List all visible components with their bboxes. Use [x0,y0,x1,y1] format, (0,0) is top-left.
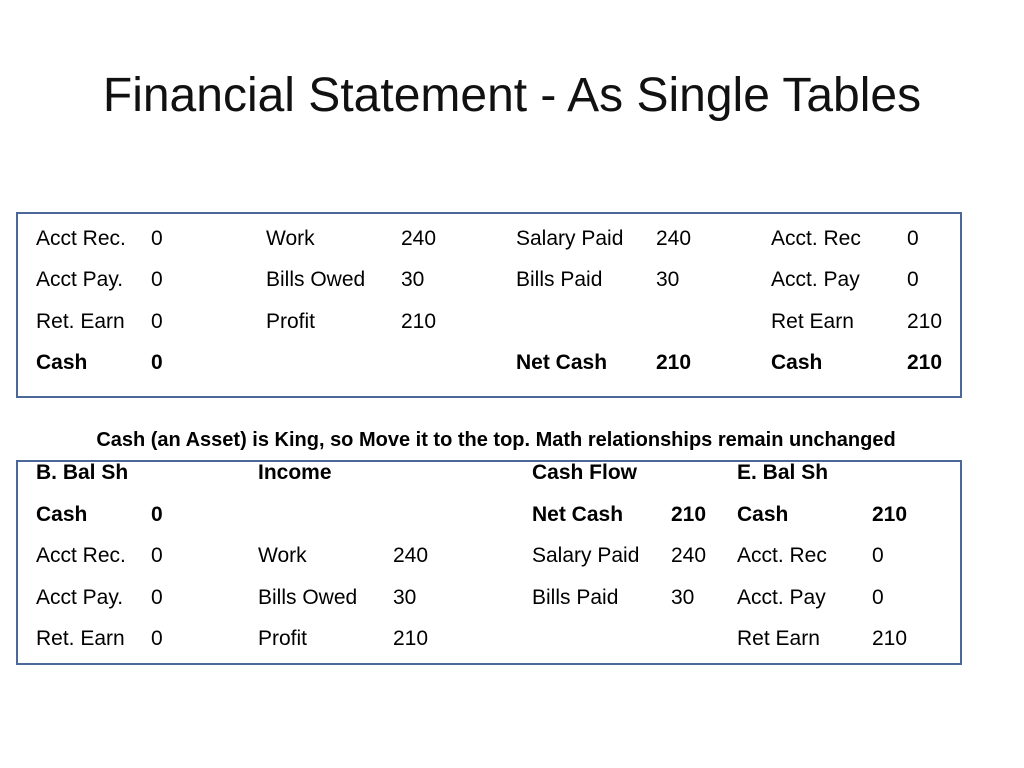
table1-cell: Acct Rec. [36,227,126,250]
table1-cell: 0 [151,351,163,374]
table1-cell: 210 [907,351,943,374]
table2-cell: 210 [872,503,908,526]
table2-cell: Salary Paid [532,544,640,567]
table2-cell: 210 [393,627,429,650]
table1-cell: 240 [656,227,692,250]
table1-cell: 0 [151,268,163,291]
table1-cell: Acct. Pay [771,268,860,291]
table1-cell: Work [266,227,315,250]
table2-cell: Ret Earn [737,627,820,650]
table2-cell: 0 [872,544,884,567]
table1-cell: 30 [401,268,425,291]
table1-cell: Cash [771,351,823,374]
table1-cell: Bills Owed [266,268,366,291]
note-text: Cash (an Asset) is King, so Move it to the top. Math relationships remain unchanged [96,429,896,451]
table2-cell: Bills Owed [258,586,358,609]
table2-cell: 0 [151,544,163,567]
table1-cell: 240 [401,227,437,250]
table2-cell: Acct Pay. [36,586,124,609]
table1-cell: 210 [401,310,437,333]
table1-cell: Salary Paid [516,227,624,250]
table2-cell: Work [258,544,307,567]
table2-cell: 0 [151,503,163,526]
table2-cell: Profit [258,627,308,650]
table1-cell: Acct. Rec [771,227,861,250]
table2-cell: Net Cash [532,503,624,526]
table2-cell: 240 [393,544,429,567]
table1-cell: 0 [151,310,163,333]
table1-cell: 0 [151,227,163,250]
table1-cell: Bills Paid [516,268,603,291]
table1-cell: 210 [656,351,692,374]
table1-cell: 30 [656,268,680,291]
table2-cell: 30 [393,586,417,609]
table1-cell: Cash [36,351,88,374]
table1-cell: Acct Pay. [36,268,124,291]
table2-cell: 240 [671,544,707,567]
table2-cell: Acct Rec. [36,544,126,567]
table2-cell: Bills Paid [532,586,619,609]
table2-cell: 0 [151,627,163,650]
table2-cell: 30 [671,586,695,609]
table2-cell: Ret. Earn [36,627,125,650]
table1-cell: 0 [907,268,919,291]
table2-header: Income [258,461,332,484]
table2-header: B. Bal Sh [36,461,129,484]
table2-cell: Acct. Pay [737,586,826,609]
table2-cell: 210 [671,503,707,526]
table1-cell: 210 [907,310,943,333]
table2-header: E. Bal Sh [737,461,829,484]
table1-cell: Ret. Earn [36,310,125,333]
table2-cell: Cash [36,503,88,526]
table1-cell: 0 [907,227,919,250]
table2-cell: 0 [151,586,163,609]
slide-title: Financial Statement - As Single Tables [102,69,922,122]
table1-cell: Net Cash [516,351,608,374]
table2-cell: 210 [872,627,908,650]
table2-cell: Cash [737,503,789,526]
table1-cell: Ret Earn [771,310,854,333]
table1-cell: Profit [266,310,316,333]
table2-cell: 0 [872,586,884,609]
table2-header: Cash Flow [532,461,638,484]
table2-cell: Acct. Rec [737,544,827,567]
